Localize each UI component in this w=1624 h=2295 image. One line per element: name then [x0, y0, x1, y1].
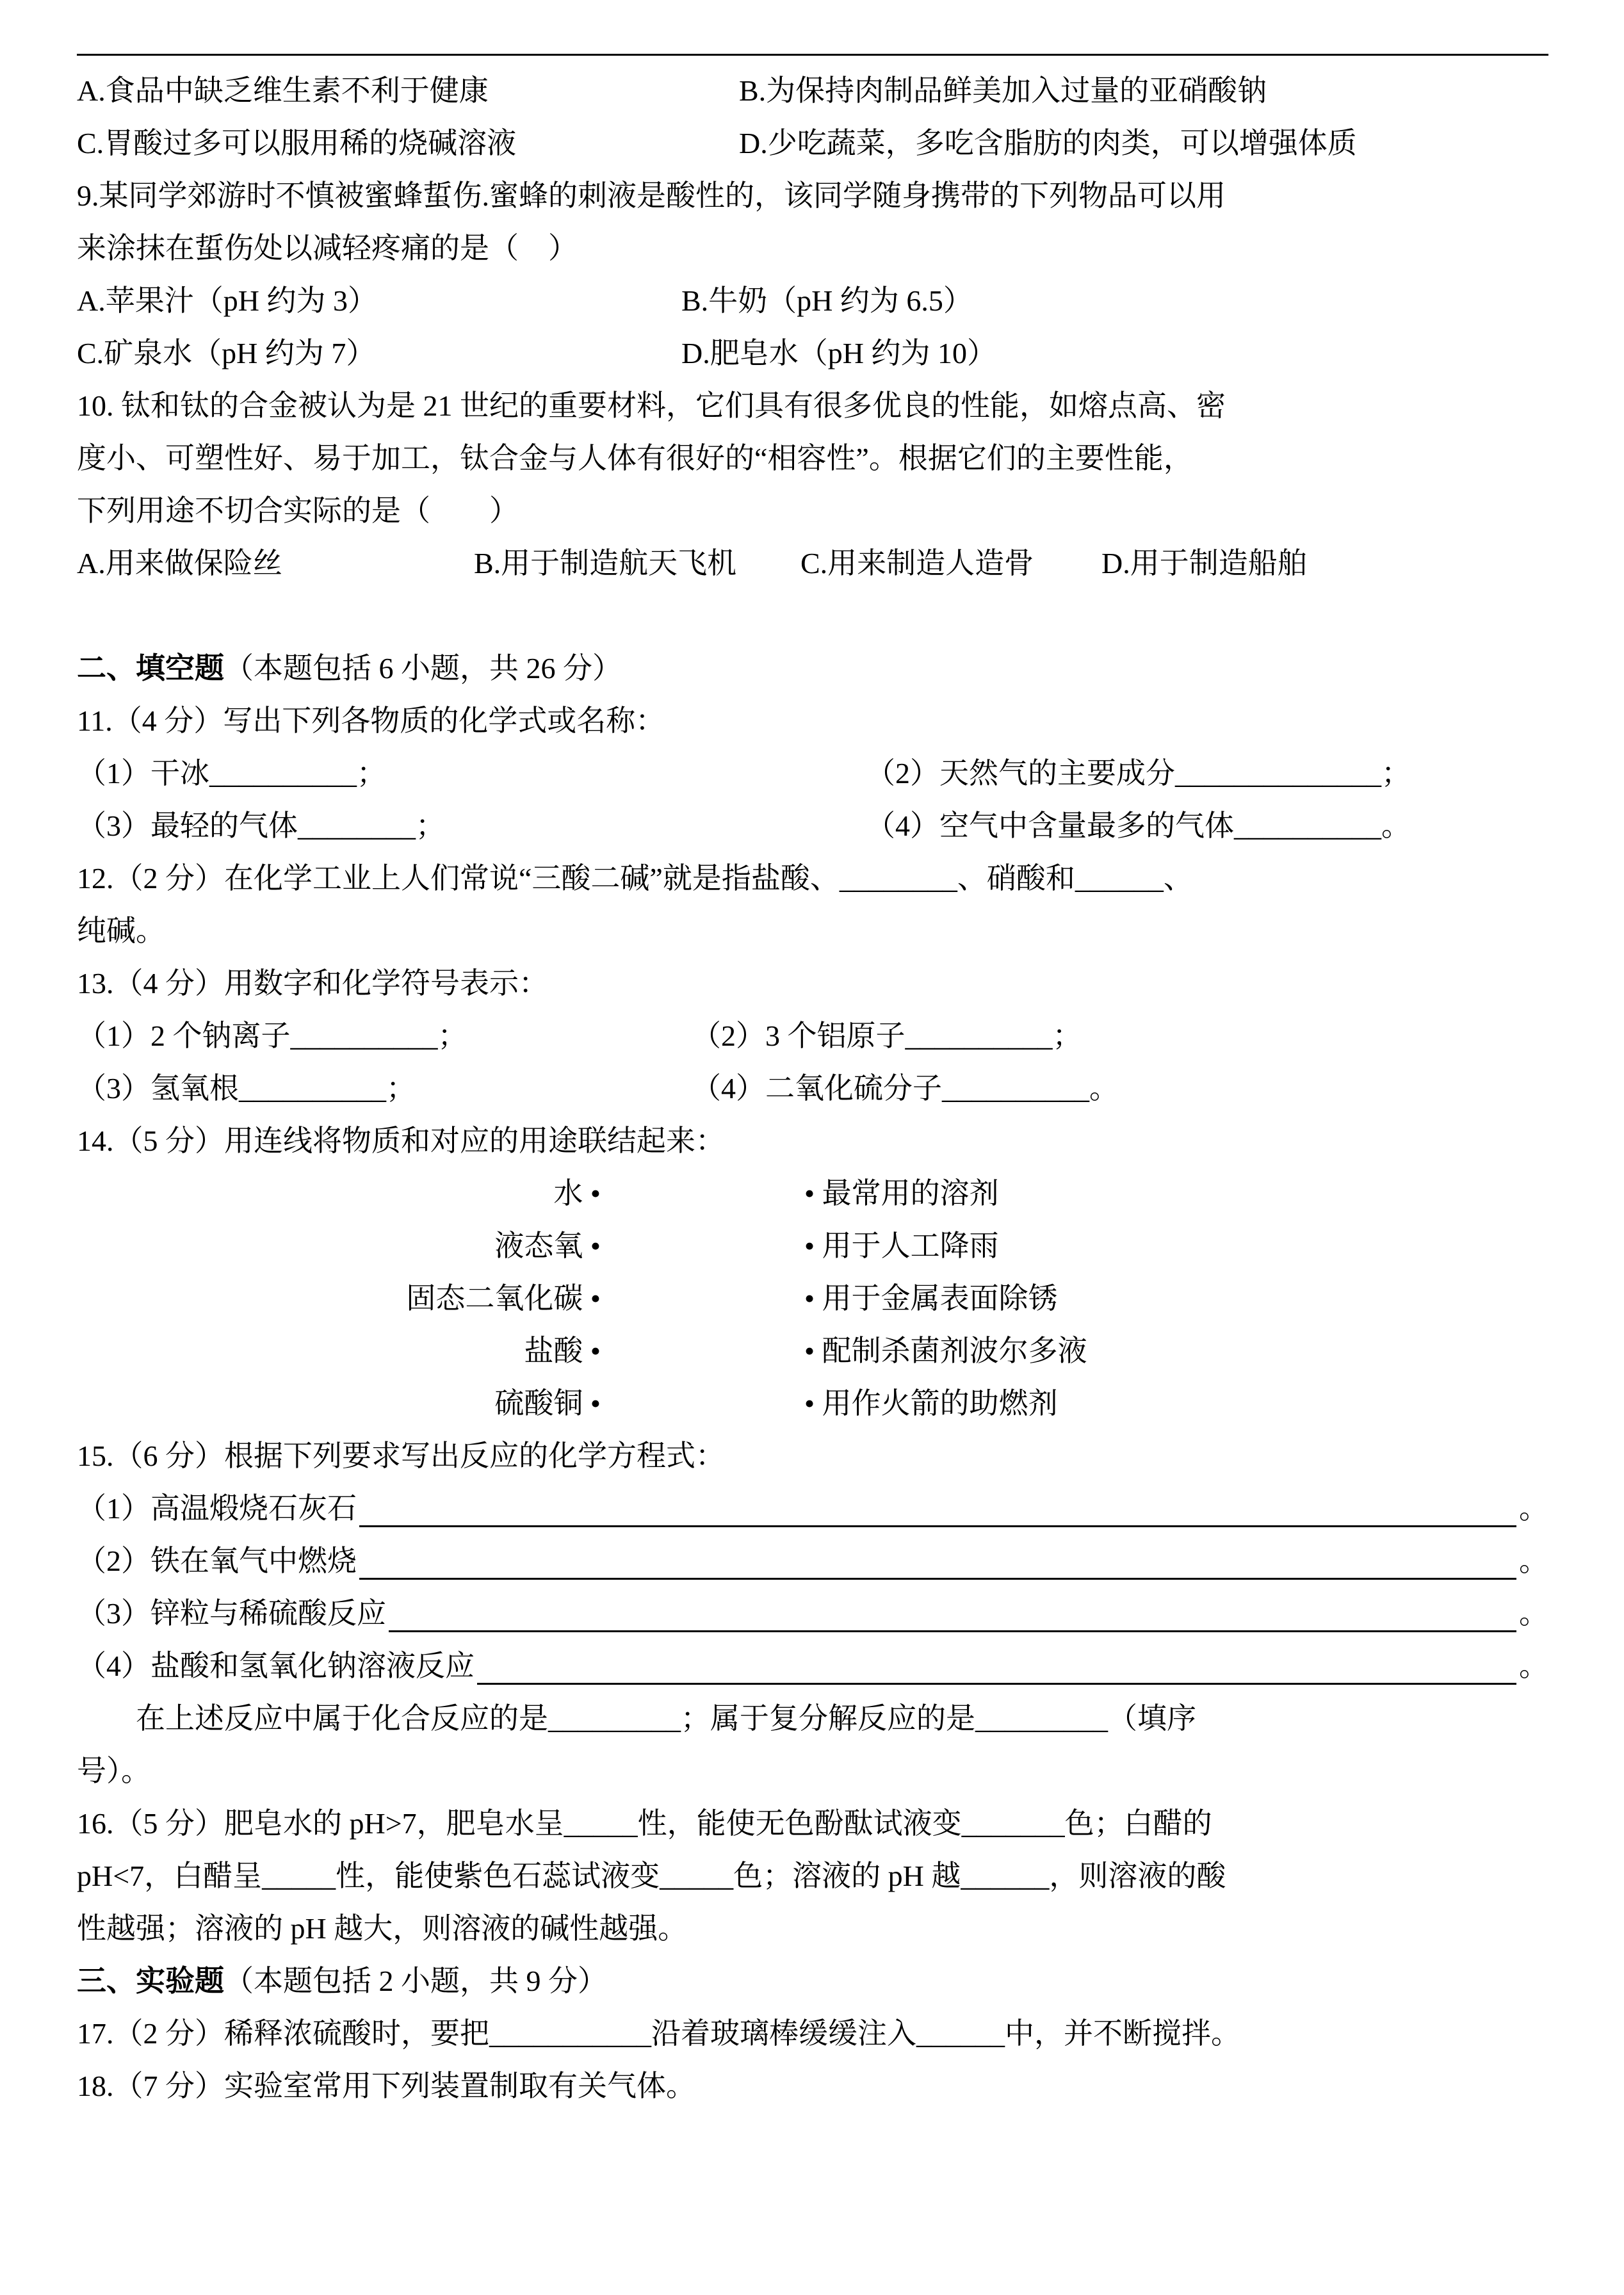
q15-equation-4-label: （4）盐酸和氢氧化钠溶液反应	[77, 1650, 475, 1682]
q8-option-b: B.为保持肉制品鲜美加入过量的亚硝酸钠	[739, 74, 1267, 107]
q14-match-row-2	[77, 1220, 1548, 1272]
q13-lead: 13.（4 分）用数字和化学符号表示：	[77, 967, 548, 1000]
q15-equation-3-label: （3）锌粒与稀硫酸反应	[77, 1597, 386, 1630]
q16-line2: pH<7，白醋呈_____性，能使紫色石蕊试液变_____色；溶液的 pH 越______，则溶液的酸	[77, 1860, 1226, 1892]
q9-option-c: C.矿泉水（pH 约为 7）	[77, 337, 376, 369]
q13-blank3: （3）氢氧根__________；	[77, 1072, 416, 1105]
q15-lead: 15.（6 分）根据下列要求写出反应的化学方程式：	[77, 1439, 725, 1472]
q8-option-a: A.食品中缺乏维生素不利于健康	[77, 74, 489, 107]
q10-option-d: D.用于制造船舶	[1101, 547, 1307, 580]
q9-option-b: B.牛奶（pH 约为 6.5）	[681, 284, 973, 317]
q10-option-c: C.用来制造人造骨	[800, 547, 1034, 580]
q15-tail-line1: 在上述反应中属于化合反应的是_________；属于复分解反应的是_________（填序	[136, 1702, 1196, 1735]
q14-right-4: • 配制杀菌剂波尔多液	[804, 1334, 1087, 1367]
q14-left-3: 固态二氧化碳 •	[406, 1282, 601, 1315]
q11-blanks-34	[77, 800, 1548, 852]
q8-options-cd	[77, 117, 1548, 170]
q8-option-c: C.胃酸过多可以服用稀的烧碱溶液	[77, 127, 517, 159]
q10-stem-line1: 10. 钛和钛的合金被认为是 21 世纪的重要材料，它们具有很多优良的性能，如熔点高、密	[77, 389, 1226, 422]
q15-equation-2-blank	[359, 1578, 1516, 1580]
q10-options	[77, 537, 1548, 590]
q9-option-a: A.苹果汁（pH 约为 3）	[77, 284, 377, 317]
q9-options-cd	[77, 327, 1548, 380]
q15-equation-1-blank	[359, 1525, 1516, 1527]
q15-equation-3-period: 。	[1519, 1597, 1548, 1630]
q15-equation-4-period: 。	[1519, 1650, 1548, 1682]
section2-heading	[77, 642, 1548, 695]
q10-option-b: B.用于制造航天飞机	[474, 547, 737, 580]
q16-line3: 性越强；溶液的 pH 越大，则溶液的碱性越强。	[77, 1912, 688, 1945]
section2-title: 二、填空题	[77, 652, 224, 685]
q14-right-2: • 用于人工降雨	[804, 1229, 999, 1262]
q15-equation-4	[77, 1640, 1548, 1692]
q15-equation-2-period: 。	[1519, 1545, 1548, 1577]
q8-option-d: D.少吃蔬菜，多吃含脂肪的肉类，可以增强体质	[739, 127, 1357, 159]
q13-blank4: （4）二氧化硫分子__________。	[692, 1072, 1119, 1105]
q14-left-2: 液态氧 •	[494, 1229, 601, 1262]
section2-subtitle: （本题包括 6 小题，共 26 分）	[224, 652, 622, 685]
section3-title: 三、实验题	[77, 1965, 224, 1997]
q11-blank4: （4）空气中含量最多的气体__________。	[866, 809, 1411, 842]
q14-right-1: • 最常用的溶剂	[804, 1177, 999, 1210]
q15-equation-2	[77, 1535, 1548, 1587]
section3-subtitle: （本题包括 2 小题，共 9 分）	[224, 1965, 607, 1997]
q15-equation-3	[77, 1587, 1548, 1640]
q14-left-4: 盐酸 •	[524, 1334, 601, 1367]
q16-line1: 16.（5 分）肥皂水的 pH>7，肥皂水呈_____性，能使无色酚酞试液变_______色；白醋的	[77, 1807, 1212, 1840]
q11-blank2: （2）天然气的主要成分______________；	[866, 757, 1411, 790]
q10-stem-line3: 下列用途不切合实际的是（ ）	[77, 494, 519, 527]
q12-line2: 纯碱。	[77, 914, 165, 947]
q15-equation-4-blank	[477, 1683, 1516, 1685]
q13-blanks-12	[77, 1010, 1548, 1062]
q14-match-row-3	[77, 1272, 1548, 1325]
q14-lead: 14.（5 分）用连线将物质和对应的用途联结起来：	[77, 1124, 725, 1157]
q13-blanks-34	[77, 1062, 1548, 1115]
q13-blank2: （2）3 个铝原子__________；	[692, 1019, 1082, 1052]
q14-match-row-4	[77, 1325, 1548, 1377]
q9-option-d: D.肥皂水（pH 约为 10）	[681, 337, 996, 369]
q14-left-5: 硫酸铜 •	[494, 1387, 601, 1420]
q15-equation-3-blank	[389, 1630, 1516, 1632]
q15-equation-2-label: （2）铁在氧气中燃烧	[77, 1545, 357, 1577]
header-rule	[77, 54, 1548, 56]
q14-match-row-1	[77, 1167, 1548, 1220]
q11-blanks-12	[77, 747, 1548, 800]
q9-stem-line1: 9.某同学郊游时不慎被蜜蜂蜇伤.蜜蜂的刺液是酸性的，该同学随身携带的下列物品可以用	[77, 179, 1226, 212]
q15-tail-line2: 号）。	[77, 1755, 150, 1787]
q14-match-row-5	[77, 1377, 1548, 1430]
q9-stem-line2: 来涂抹在蜇伤处以减轻疼痛的是（ ）	[77, 232, 578, 264]
q13-blank1: （1）2 个钠离子__________；	[77, 1019, 467, 1052]
q10-option-a: A.用来做保险丝	[77, 547, 282, 580]
q14-left-1: 水 •	[553, 1177, 601, 1210]
section3-heading	[77, 1955, 1548, 2007]
q12-line1: 12.（2 分）在化学工业上人们常说“三酸二碱”就是指盐酸、________、硝酸和______、	[77, 862, 1193, 895]
q14-right-5: • 用作火箭的助燃剂	[804, 1387, 1058, 1420]
q18-line: 18.（7 分）实验室常用下列装置制取有关气体。	[77, 2070, 695, 2102]
q15-equation-1-period: 。	[1519, 1492, 1548, 1525]
q11-lead: 11.（4 分）写出下列各物质的化学式或名称：	[77, 704, 665, 737]
q15-equation-1	[77, 1482, 1548, 1535]
q9-options-ab	[77, 275, 1548, 327]
q17-line: 17.（2 分）稀释浓硫酸时，要把___________沿着玻璃棒缓缓注入______中，并不断搅拌。	[77, 2017, 1240, 2050]
q8-options-ab	[77, 65, 1548, 117]
q11-blank3: （3）最轻的气体________；	[77, 809, 445, 842]
q14-right-3: • 用于金属表面除锈	[804, 1282, 1058, 1315]
q10-stem-line2: 度小、可塑性好、易于加工，钛合金与人体有很好的“相容性”。根据它们的主要性能，	[77, 442, 1193, 474]
q11-blank1: （1）干冰__________；	[77, 757, 386, 790]
q15-equation-1-label: （1）高温煅烧石灰石	[77, 1492, 357, 1525]
